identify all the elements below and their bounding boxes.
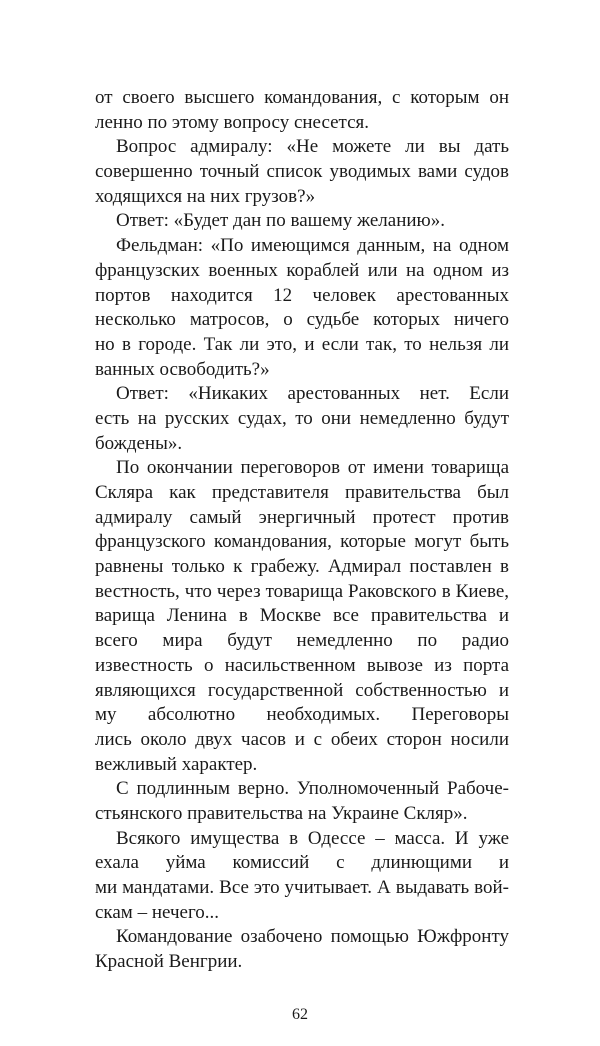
text-line: варища Ленина в Москве все правительства и xyxy=(95,605,509,627)
text-line: бождены». xyxy=(95,432,183,454)
text-line: ходящихся на них грузов?» xyxy=(95,185,316,207)
text-line: французских военных кораблей или на одном из xyxy=(95,259,509,281)
text-line: Всякого имущества в Одессе – масса. И уже xyxy=(116,827,509,849)
text-line: Скляра как представителя правительства был xyxy=(95,482,509,503)
paragraph xyxy=(95,925,509,974)
text-line: С подлинным верно. Уполномоченный Рабоче- xyxy=(116,778,509,800)
text-line: от своего высшего командования, с которым он xyxy=(95,87,509,108)
paragraph xyxy=(95,234,509,382)
text-line: му абсолютно необходимых. Переговоры xyxy=(95,704,509,726)
text-line: но в городе. Так ли это, и если так, то нельзя ли xyxy=(95,333,509,355)
text-line: вестность, что через товарища Раковского в Киеве, xyxy=(95,580,509,602)
paragraph xyxy=(95,456,509,777)
paragraph xyxy=(95,209,509,234)
text-line: есть на русских судах, то они немедленно будут xyxy=(95,407,509,429)
text-line: лись около двух часов и с обеих сторон носили xyxy=(95,728,509,750)
text-line: Ответ: «Будет дан по вашему желанию». xyxy=(116,210,445,232)
text-line: ванных освободить?» xyxy=(95,358,270,380)
text-line: ми мандатами. Все это учитывает. А выдавать вой- xyxy=(95,877,509,898)
text-line: ленно по этому вопросу снесется. xyxy=(95,111,370,133)
text-line: являющихся государственной собственностью и xyxy=(95,679,509,701)
text-line: вежливый характер. xyxy=(95,753,258,775)
paragraph xyxy=(95,827,509,926)
text-line: адмиралу самый энергичный протест против xyxy=(95,506,509,528)
text-line: скам – нечего... xyxy=(95,901,220,923)
paragraph xyxy=(95,135,509,209)
text-line: Фельдман: «По имеющимся данным, на одном xyxy=(116,235,509,257)
text-line: ехала уйма комиссий с длинющими и xyxy=(95,852,509,874)
paragraph xyxy=(95,777,509,826)
text-line: По окончании переговоров от имени товарища xyxy=(116,457,509,479)
page-body-text xyxy=(95,86,509,975)
page-number: 62 xyxy=(292,1006,308,1023)
text-line: известность о насильственном вывозе из порта xyxy=(95,654,509,676)
text-line: портов находится 12 человек арестованных xyxy=(95,284,509,306)
text-line: стьянского правительства на Украине Скляр». xyxy=(95,802,468,824)
text-line: несколько матросов, о судьбе которых ничего xyxy=(95,309,509,331)
text-line: Ответ: «Никаких арестованных нет. Если xyxy=(116,383,509,405)
text-line: Вопрос адмиралу: «Не можете ли вы дать xyxy=(116,136,509,158)
text-line: Командование озабочено помощью Южфронту xyxy=(116,926,509,948)
text-line: совершенно точный список уводимых вами судов xyxy=(95,161,509,183)
paragraph xyxy=(95,86,509,135)
text-line: Красной Венгрии. xyxy=(95,951,243,973)
paragraph xyxy=(95,382,509,456)
text-line: всего мира будут немедленно по радио xyxy=(95,630,509,652)
text-line: равнены только к грабежу. Адмирал поставлен в xyxy=(95,556,509,578)
text-line: французского командования, которые могут быть xyxy=(95,531,509,553)
